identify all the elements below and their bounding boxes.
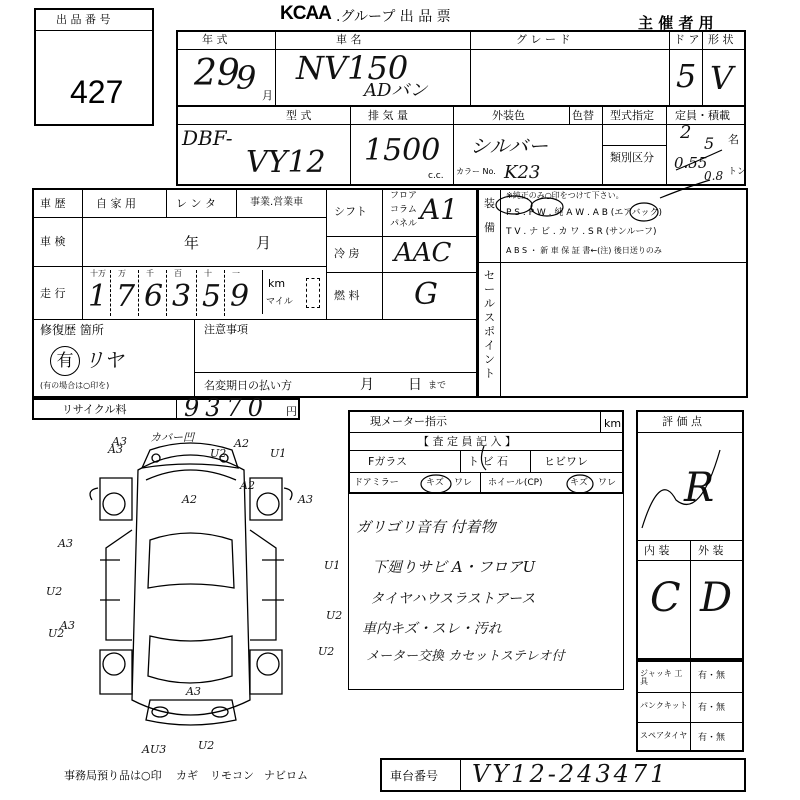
month-unit: 月 [262,89,273,102]
chassis-label: 車台番号 [390,769,439,783]
score-value: R [684,465,715,511]
capacity-persons-unit: 名 [728,133,739,146]
condition-note: メーター交換 カセットステレオ付 [366,649,565,664]
wheel-label: ホイール(CP) [488,478,543,488]
wheel-break[interactable]: ワレ [598,478,617,488]
mileage-unit-1: 万 [118,269,126,278]
color-label: 外装色 [492,109,525,122]
damage-mark: A2 [234,437,249,450]
aircon-value: AAC [394,238,452,268]
mileage-digit-1: 7 [116,279,136,314]
sales-point-char-0: セ [484,269,495,282]
damage-mark: A3 [60,619,75,632]
mileage-unit-2: 千 [146,269,154,278]
damage-mark: U2 [318,645,335,658]
year-value: 29 [194,53,240,94]
sales-point-char-5: イ [484,339,495,352]
repair-label: 修復歴 箇所 [40,323,104,337]
shift-floor[interactable]: フロア [390,191,418,201]
cc-unit: c.c. [428,171,444,181]
doors-value: 5 [676,57,697,95]
equipment-line-3[interactable]: A B S ・ 新 車 保 証 書←(注) 後日送りのみ [506,246,662,255]
mileage-label: 走 行 [40,287,66,300]
inspector-label: 【 査 定 員 記 入 】 [418,435,516,448]
mileage-digit-0: 1 [88,279,108,314]
repair-value[interactable] [50,346,80,376]
tool-label: スペアタイヤ [640,731,688,740]
mileage-unit-0: 十万 [90,269,106,278]
tool-value[interactable]: 有・無 [698,671,726,681]
repair-note: (有の場合は○印を) [40,381,110,390]
damage-mark: A3 [108,443,123,456]
recycle-value: 9370 [184,394,270,422]
office-remote[interactable]: リモコン [210,769,254,782]
mile-checkbox[interactable] [306,278,320,308]
name-change-day: 日 [408,377,422,393]
lot-number: 427 [70,74,124,110]
capacity-load: 0.55 [674,154,708,172]
capacity-persons2: 5 [704,134,715,153]
kcaa-logo [280,3,331,25]
tool-value[interactable]: 有・無 [698,703,726,713]
mileage-digit-2: 6 [144,279,164,314]
equipment-note: ※純正のみ○印をつけて下さい。 [506,191,624,200]
lot-number-label: 出 品 番 号 [56,13,111,26]
history-rental[interactable]: レ ン タ [176,197,216,210]
mirror-scratch[interactable]: キズ [426,478,444,488]
equipment-label-1: 装 [484,197,495,210]
caution-label: 注意事項 [204,323,248,336]
name-change-until: まで [428,381,447,391]
mileage-mile: マイル [266,297,293,307]
recycle-unit: 円 [286,405,297,418]
damage-mark: A3 [298,493,313,506]
mileage-unit-5: 一 [232,269,240,278]
color-change-label: 色替 [572,109,594,122]
damage-mark: U2 [46,585,63,598]
history-business[interactable]: 事業.営業車 [250,197,304,208]
capacity-persons: 2 [680,122,692,143]
condition-note: 車内キズ・スレ・汚れ [362,621,502,637]
damage-mark: U1 [270,447,287,460]
shift-value: A1 [420,193,459,226]
history-label: 車 歴 [40,197,66,210]
damage-mark: A3 [112,435,127,448]
mileage-km: km [268,277,286,290]
sales-point-char-4: ポ [484,325,495,338]
grade-label: グ レ ー ド [516,33,571,46]
damage-mark: A2 [240,479,255,492]
tool-value[interactable]: 有・無 [698,733,726,743]
damage-mark: A2 [182,493,197,506]
sales-point-char-1: ー [484,283,495,296]
exterior-label: 外 装 [698,544,724,557]
mileage-unit-4: 十 [204,269,212,278]
interior-label: 内 装 [644,544,670,557]
name-change-label: 名変期日の払い方 [204,379,292,392]
sales-point-char-7: ト [484,367,495,380]
aircon-label: 冷 房 [334,247,360,260]
equipment-line-2[interactable]: T V . ナ ビ . カ ワ . S R (サンルーフ) [506,227,657,237]
tool-label: パンクキット [640,701,688,710]
sales-point-char-3: ス [484,311,495,324]
model-label: 型 式 [286,109,312,122]
category-label: 類別区分 [610,151,654,164]
meter-label: 現メーター指示 [370,415,447,428]
mileage-digit-3: 3 [172,279,192,314]
color-no-value: K23 [504,162,541,183]
history-private[interactable]: 自 家 用 [96,197,136,210]
form-title: .グループ 出 品 票 [336,9,451,25]
office-navirom[interactable]: ナビロム [264,769,308,782]
host-use-label: 主 催 者 用 [638,14,714,32]
car-name-value: NV150 [296,49,409,87]
model-prefix: DBF- [182,126,233,150]
damage-mark: A3 [186,685,201,698]
fuel-label: 燃 料 [334,289,360,302]
logo-text: KCAA [280,3,331,24]
mileage-digit-4: 5 [202,279,222,314]
capacity-label: 定員・積載 [675,109,730,122]
equipment-label-2: 備 [484,221,495,234]
inspection-label: 車 検 [40,235,66,248]
damage-mark: U2 [198,739,215,752]
score-label: 評 価 点 [662,415,702,428]
glass-crack[interactable]: ヒビワレ [544,455,588,468]
exterior-value: D [700,575,733,621]
damage-mark: U2 [210,447,227,460]
capacity-load2: 0.8 [704,169,724,183]
damage-mark: A3 [58,537,73,550]
damage-mark: U1 [324,559,341,572]
repair-location: リヤ [84,348,124,372]
equipment-line-1[interactable]: P S . P W . 純 A W . A B (エアバック) [506,208,663,218]
car-name-label: 車 名 [336,33,362,46]
inspection-month-unit: 月 [256,234,272,252]
shift-panel[interactable]: パネル [390,219,418,229]
damage-mark: カバー凹 [150,431,194,444]
meter-km: km [604,417,622,430]
month-value: 9 [236,59,257,97]
wheel-scratch[interactable]: キズ [570,478,588,488]
damage-mark: U2 [326,609,343,622]
glass-label: Fガラス [368,455,407,468]
year-label: 年 式 [202,33,228,46]
office-key[interactable]: カギ [176,769,198,782]
car-name-extra: ADバン [364,80,428,101]
color-value: シルバー [470,134,549,158]
repair-value-text: 有 [56,351,74,371]
displacement-value: 1500 [364,133,441,168]
capacity-load-unit: トン [728,167,747,177]
shift-column[interactable]: コラム [390,205,417,215]
office-label: 事務局預り品は○印 [64,769,162,782]
doors-label: ド ア [674,33,700,46]
shift-label: シフト [334,205,367,218]
sales-point-char-6: ン [484,353,495,366]
damage-mark: AU3 [142,743,167,756]
condition-note: ガリゴリ音有 付着物 [356,518,496,536]
inspection-year-unit: 年 [184,234,200,252]
displacement-label: 排 気 量 [368,109,408,122]
chassis-value: VY12-243471 [472,760,669,788]
model-designation-label: 型式指定 [610,109,654,122]
mirror-label: ドアミラー [354,478,399,488]
lot-number-box [34,8,154,126]
damage-mark: U2 [48,627,65,640]
condition-note: タイヤハウスラストアース [370,591,536,607]
fuel-value: G [414,277,438,312]
mileage-digit-5: 9 [230,279,250,314]
equipment-block [478,188,748,398]
shape-value: V [710,59,734,97]
shape-label: 形 状 [708,33,734,46]
model-value: VY12 [246,145,326,180]
recycle-label: リサイクル料 [62,403,127,416]
sales-point-char-2: ル [484,297,495,310]
condition-note: 下廻りサビ A・フロアU [372,558,536,576]
mileage-unit-3: 百 [174,269,182,278]
glass-chip[interactable]: ト ビ 石 [468,455,508,468]
interior-value: C [650,575,681,621]
name-change-month: 月 [360,377,374,393]
tool-label: ジャッキ 工 具 [640,669,683,686]
color-no-label: カラー No. [456,167,496,176]
mirror-break[interactable]: ワレ [454,478,473,488]
